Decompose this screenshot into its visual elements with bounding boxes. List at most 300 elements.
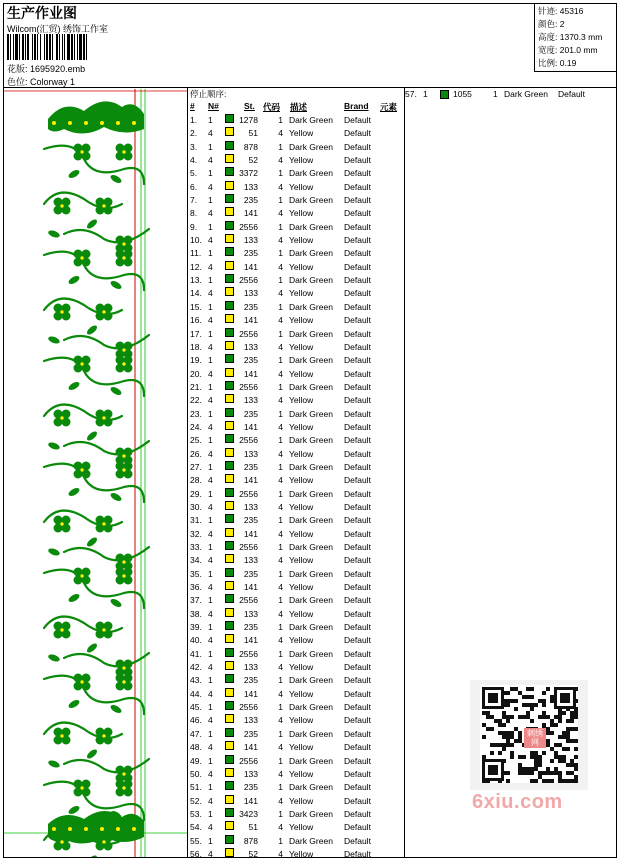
color-swatch bbox=[225, 701, 234, 710]
row-needle: 4 bbox=[208, 528, 213, 539]
table-row bbox=[188, 701, 404, 714]
design-value: 1695920.emb bbox=[30, 64, 86, 74]
row-brand: Default bbox=[344, 688, 371, 699]
row-index: 56. bbox=[190, 848, 202, 859]
row-index: 15. bbox=[190, 301, 202, 312]
row-brand: Default bbox=[344, 742, 371, 753]
table-row bbox=[188, 314, 404, 327]
row-stitches: 235 bbox=[243, 301, 258, 312]
row-stitches: 141 bbox=[243, 208, 258, 219]
header-stitches: St. bbox=[244, 101, 255, 111]
table-row bbox=[188, 448, 404, 461]
row-index: 40. bbox=[190, 635, 202, 646]
row-needle: 4 bbox=[208, 368, 213, 379]
row-description: Yellow bbox=[289, 448, 314, 459]
row-index: 36. bbox=[190, 582, 202, 593]
row-index: 41. bbox=[190, 648, 202, 659]
row-stitches: 2556 bbox=[239, 488, 258, 499]
row-index: 16. bbox=[190, 315, 202, 326]
row-code: 4 bbox=[278, 662, 283, 673]
table-row bbox=[188, 194, 404, 207]
row-description: Yellow bbox=[289, 181, 314, 192]
row-code: 1 bbox=[278, 648, 283, 659]
color-swatch bbox=[225, 207, 234, 216]
row-index: 4. bbox=[190, 155, 198, 166]
row-stitches: 2556 bbox=[239, 435, 258, 446]
row-description: Dark Green bbox=[289, 728, 333, 739]
stat-scale: 比例: 0.19 bbox=[538, 58, 577, 68]
color-swatch bbox=[225, 835, 234, 844]
row-description: Yellow bbox=[289, 742, 314, 753]
row-needle: 1 bbox=[208, 755, 213, 766]
row-stitches: 133 bbox=[243, 715, 258, 726]
row-code: 4 bbox=[278, 848, 283, 859]
color-swatch bbox=[225, 274, 234, 283]
flower-motif bbox=[96, 622, 113, 639]
row-needle: 4 bbox=[208, 742, 213, 753]
row-index: 35. bbox=[190, 568, 202, 579]
row-brand: Default bbox=[344, 555, 371, 566]
row-code: 4 bbox=[278, 688, 283, 699]
vine-motif bbox=[64, 335, 149, 348]
flower-motif bbox=[96, 304, 113, 321]
table-row bbox=[188, 207, 404, 220]
color-swatch bbox=[225, 114, 234, 123]
color-swatch bbox=[225, 594, 234, 603]
row-index: 43. bbox=[190, 675, 202, 686]
color-swatch bbox=[225, 781, 234, 790]
row-index: 21. bbox=[190, 381, 202, 392]
row-stitches: 2556 bbox=[239, 542, 258, 552]
row-description: Yellow bbox=[289, 501, 314, 512]
flower-motif bbox=[116, 780, 133, 797]
row-index: 47. bbox=[190, 728, 202, 739]
row-code: 4 bbox=[278, 582, 283, 593]
row-brand: Default bbox=[344, 128, 371, 139]
row-brand: Default bbox=[344, 328, 371, 339]
row-index: 42. bbox=[190, 662, 202, 673]
table-row bbox=[188, 795, 404, 808]
row-brand: Default bbox=[344, 248, 371, 259]
row-code: 4 bbox=[278, 822, 283, 833]
colorway-value: Colorway 1 bbox=[30, 77, 76, 87]
row-index: 48. bbox=[190, 742, 202, 753]
row-stitches: 133 bbox=[243, 235, 258, 246]
row-stitches: 235 bbox=[243, 355, 258, 366]
row-code: 4 bbox=[278, 475, 283, 486]
row-description: Yellow bbox=[289, 128, 314, 139]
sequence-divider bbox=[404, 87, 405, 858]
leaf-motif bbox=[67, 274, 80, 285]
row-code: 4 bbox=[278, 395, 283, 406]
flower-motif bbox=[54, 410, 71, 427]
row-needle: 4 bbox=[208, 448, 213, 459]
row-needle: 4 bbox=[208, 315, 213, 326]
header-element: 元素 bbox=[380, 102, 398, 112]
stat-colors: 颜色: 2 bbox=[538, 19, 565, 29]
row-stitches: 141 bbox=[243, 368, 258, 379]
row-index: 29. bbox=[190, 488, 202, 499]
flower-motif bbox=[74, 250, 91, 267]
table-row bbox=[188, 608, 404, 621]
row-needle: 1 bbox=[208, 542, 213, 552]
color-swatch bbox=[225, 287, 234, 296]
flower-motif bbox=[54, 198, 71, 215]
row-description: Dark Green bbox=[289, 675, 333, 686]
row-description: Yellow bbox=[289, 208, 314, 219]
row-brand: Default bbox=[344, 848, 371, 859]
table-row bbox=[188, 381, 404, 394]
leaf-motif bbox=[85, 748, 98, 760]
leaf-motif bbox=[67, 804, 80, 815]
row-needle: 4 bbox=[208, 848, 213, 859]
color-swatch bbox=[225, 461, 234, 470]
row-index: 50. bbox=[190, 768, 202, 779]
row-stitches: 2556 bbox=[239, 595, 258, 606]
table-row bbox=[188, 594, 404, 607]
row-index: 17. bbox=[190, 328, 202, 339]
row-index: 3. bbox=[190, 141, 198, 152]
row-brand: Default bbox=[344, 181, 371, 192]
row-stitches: 2556 bbox=[239, 381, 258, 392]
table-row bbox=[188, 554, 404, 567]
row-needle: 1 bbox=[208, 248, 213, 259]
table-row bbox=[188, 541, 404, 554]
row-needle: 4 bbox=[208, 235, 213, 246]
table-row bbox=[188, 728, 404, 741]
row-brand: Default bbox=[344, 515, 371, 526]
row-description: Yellow bbox=[289, 688, 314, 699]
row-code: 1 bbox=[278, 515, 283, 526]
leaf-motif bbox=[85, 218, 98, 230]
row-code: 4 bbox=[278, 235, 283, 246]
color-swatch bbox=[225, 301, 234, 310]
table-row bbox=[188, 408, 404, 421]
row-needle: 1 bbox=[208, 408, 213, 419]
vine-motif bbox=[64, 653, 149, 666]
row-stitches: 235 bbox=[243, 195, 258, 206]
row-brand: Default bbox=[344, 475, 371, 486]
table-row bbox=[188, 421, 404, 434]
row-stitches: 141 bbox=[243, 261, 258, 272]
row-code: 4 bbox=[278, 261, 283, 272]
row-stitches: 3372 bbox=[239, 168, 258, 179]
page-title: 生产作业图 bbox=[7, 5, 77, 21]
row-code: 4 bbox=[278, 128, 283, 139]
table-row bbox=[188, 114, 404, 127]
row-index: 9. bbox=[190, 221, 198, 232]
row-needle: 4 bbox=[208, 555, 213, 566]
flower-motif bbox=[74, 356, 91, 373]
table-row bbox=[188, 274, 404, 287]
row-needle: 4 bbox=[208, 261, 213, 272]
table-row bbox=[188, 488, 404, 501]
color-swatch bbox=[440, 90, 449, 99]
row-needle: 4 bbox=[208, 341, 213, 352]
flower-motif bbox=[116, 144, 133, 161]
color-swatch bbox=[225, 501, 234, 510]
row-needle: 4 bbox=[208, 795, 213, 806]
row-brand: Default bbox=[344, 675, 371, 686]
row-code: 4 bbox=[278, 208, 283, 219]
row-needle: 1 bbox=[208, 648, 213, 659]
row-index: 26. bbox=[190, 448, 202, 459]
color-swatch bbox=[225, 341, 234, 350]
watermark-text: 6xiu.com bbox=[472, 791, 563, 813]
leaf-motif bbox=[109, 173, 122, 184]
row-index: 54. bbox=[190, 822, 202, 833]
row-code: 1 bbox=[278, 782, 283, 793]
row-stitches: 133 bbox=[243, 662, 258, 673]
row-stitches: 141 bbox=[243, 528, 258, 539]
row-description: Dark Green bbox=[289, 648, 333, 659]
row-brand: Default bbox=[344, 835, 371, 846]
flower-motif bbox=[116, 462, 133, 479]
row-index: 53. bbox=[190, 808, 202, 819]
row-brand: Default bbox=[344, 501, 371, 512]
row-index: 7. bbox=[190, 195, 198, 206]
row-code: 1 bbox=[278, 488, 283, 499]
row-stitches: 1278 bbox=[239, 115, 258, 125]
bottom-border-motif bbox=[48, 811, 144, 844]
row-stitches: 51 bbox=[248, 128, 258, 139]
header-divider bbox=[3, 87, 617, 88]
stat-width: 宽度: 201.0 mm bbox=[538, 45, 598, 55]
row-code: 1 bbox=[278, 675, 283, 686]
color-swatch bbox=[225, 821, 234, 830]
color-swatch bbox=[225, 768, 234, 777]
row-brand: Default bbox=[344, 782, 371, 793]
row-index: 20. bbox=[190, 368, 202, 379]
color-swatch bbox=[225, 261, 234, 270]
color-swatch bbox=[225, 394, 234, 403]
row-index: 55. bbox=[190, 835, 202, 846]
row-index: 57. bbox=[405, 89, 417, 99]
table-row bbox=[188, 848, 404, 861]
row-index: 33. bbox=[190, 542, 202, 552]
row-needle: 4 bbox=[208, 288, 213, 299]
flower-motif bbox=[74, 674, 91, 691]
row-code: 1 bbox=[278, 328, 283, 339]
row-stitches: 141 bbox=[243, 742, 258, 753]
row-needle: 4 bbox=[208, 155, 213, 166]
row-needle: 1 bbox=[208, 221, 213, 232]
row-stitches: 141 bbox=[243, 582, 258, 593]
row-stitches: 133 bbox=[243, 395, 258, 406]
row-index: 49. bbox=[190, 755, 202, 766]
row-stitches: 2556 bbox=[239, 755, 258, 766]
color-swatch bbox=[225, 354, 234, 363]
row-code: 1 bbox=[278, 595, 283, 606]
row-needle: 1 bbox=[208, 728, 213, 739]
row-stitches: 52 bbox=[248, 155, 258, 166]
row-code: 1 bbox=[278, 301, 283, 312]
row-brand: Default bbox=[344, 542, 371, 552]
row-stitches: 133 bbox=[243, 768, 258, 779]
leaf-motif bbox=[109, 703, 122, 714]
row-description: Dark Green bbox=[289, 782, 333, 793]
color-swatch bbox=[225, 408, 234, 417]
color-swatch bbox=[225, 314, 234, 323]
row-stitches: 2556 bbox=[239, 648, 258, 659]
row-index: 23. bbox=[190, 408, 202, 419]
row-brand: Default bbox=[344, 728, 371, 739]
row-brand: Default bbox=[344, 381, 371, 392]
table-row bbox=[188, 808, 404, 821]
table-row bbox=[188, 434, 404, 447]
row-brand: Default bbox=[344, 608, 371, 619]
row-stitches: 141 bbox=[243, 475, 258, 486]
table-row bbox=[188, 528, 404, 541]
color-swatch bbox=[225, 514, 234, 523]
flower-motif bbox=[96, 516, 113, 533]
flower-motif bbox=[116, 674, 133, 691]
table-row bbox=[188, 261, 404, 274]
row-description: Dark Green bbox=[289, 435, 333, 446]
row-index: 18. bbox=[190, 341, 202, 352]
row-description: Dark Green bbox=[289, 568, 333, 579]
row-index: 10. bbox=[190, 235, 202, 246]
flower-motif bbox=[54, 304, 71, 321]
row-brand: Default bbox=[344, 235, 371, 246]
leaf-motif bbox=[47, 759, 60, 769]
row-index: 44. bbox=[190, 688, 202, 699]
row-brand: Default bbox=[344, 275, 371, 286]
row-code: 4 bbox=[278, 795, 283, 806]
row-description: Dark Green bbox=[289, 355, 333, 366]
row-description: Yellow bbox=[289, 848, 314, 859]
row-stitches: 878 bbox=[243, 141, 258, 152]
row-description: Yellow bbox=[289, 341, 314, 352]
row-needle: 1 bbox=[208, 622, 213, 633]
row-code: 1 bbox=[278, 622, 283, 633]
table-row bbox=[188, 394, 404, 407]
row-needle: 4 bbox=[208, 181, 213, 192]
row-brand: Default bbox=[344, 368, 371, 379]
flower-motif bbox=[116, 568, 133, 585]
table-row bbox=[188, 568, 404, 581]
row-index: 11. bbox=[190, 248, 202, 259]
row-description: Dark Green bbox=[289, 755, 333, 766]
row-index: 27. bbox=[190, 461, 202, 472]
row-brand: Default bbox=[344, 768, 371, 779]
row-needle: 1 bbox=[208, 301, 213, 312]
row-stitches: 235 bbox=[243, 408, 258, 419]
row-code: 4 bbox=[278, 501, 283, 512]
row-stitches: 3423 bbox=[239, 808, 258, 819]
row-needle: 1 bbox=[208, 435, 213, 446]
leaf-motif bbox=[85, 324, 98, 336]
row-code: 4 bbox=[278, 368, 283, 379]
row-brand: Default bbox=[344, 315, 371, 326]
row-description: Dark Green bbox=[289, 542, 333, 552]
color-swatch bbox=[225, 421, 234, 430]
row-code: 1 bbox=[278, 808, 283, 819]
color-swatch bbox=[225, 154, 234, 163]
table-row bbox=[188, 674, 404, 687]
row-code: 4 bbox=[278, 155, 283, 166]
table-row bbox=[188, 768, 404, 781]
leaf-motif bbox=[109, 597, 122, 608]
row-stitches: 141 bbox=[243, 688, 258, 699]
row-code: 4 bbox=[278, 181, 283, 192]
color-swatch bbox=[225, 728, 234, 737]
row-needle: 1 bbox=[208, 461, 213, 472]
row-brand: Default bbox=[344, 195, 371, 206]
row-needle: 4 bbox=[208, 688, 213, 699]
row-brand: Default bbox=[344, 635, 371, 646]
leaf-motif bbox=[47, 653, 60, 663]
row-description: Yellow bbox=[289, 822, 314, 833]
design-file-line bbox=[7, 62, 85, 75]
row-stitches: 133 bbox=[243, 608, 258, 619]
leaf-motif bbox=[85, 536, 98, 548]
color-swatch bbox=[225, 221, 234, 230]
table-row bbox=[188, 688, 404, 701]
row-index: 52. bbox=[190, 795, 202, 806]
flower-motif bbox=[74, 144, 91, 161]
header-brand: Brand bbox=[344, 101, 369, 111]
flower-motif bbox=[54, 728, 71, 745]
row-description: Yellow bbox=[289, 475, 314, 486]
row-code: 4 bbox=[278, 528, 283, 539]
row-brand: Default bbox=[344, 595, 371, 606]
color-swatch bbox=[225, 141, 234, 150]
row-needle: 1 bbox=[208, 115, 213, 125]
row-code: 1 bbox=[278, 835, 283, 846]
row-description: Dark Green bbox=[289, 115, 333, 125]
barcode bbox=[7, 34, 115, 60]
row-brand: Default bbox=[344, 301, 371, 312]
row-brand: Default bbox=[344, 115, 371, 125]
row-brand: Default bbox=[344, 795, 371, 806]
row-stitches: 141 bbox=[243, 421, 258, 432]
row-index: 45. bbox=[190, 702, 202, 713]
color-swatch bbox=[225, 194, 234, 203]
row-index: 14. bbox=[190, 288, 202, 299]
flower-motif bbox=[96, 198, 113, 215]
table-row bbox=[188, 181, 404, 194]
row-code: 1 bbox=[278, 755, 283, 766]
stop-sequence-list bbox=[188, 114, 404, 861]
row-description: Dark Green bbox=[289, 808, 333, 819]
row-brand: Default bbox=[344, 288, 371, 299]
color-swatch bbox=[225, 247, 234, 256]
row-needle: 1 bbox=[208, 568, 213, 579]
table-row bbox=[188, 781, 404, 794]
row-needle: 1 bbox=[208, 782, 213, 793]
row-code: 4 bbox=[278, 608, 283, 619]
row-code: 1 bbox=[278, 168, 283, 179]
row-description: Yellow bbox=[289, 795, 314, 806]
row-brand: Default bbox=[344, 822, 371, 833]
table-row bbox=[188, 755, 404, 768]
row-description: Yellow bbox=[289, 768, 314, 779]
row-description: Yellow bbox=[289, 528, 314, 539]
row-stitches: 235 bbox=[243, 515, 258, 526]
row-brand: Default bbox=[344, 341, 371, 352]
color-swatch bbox=[225, 434, 234, 443]
row-index: 2. bbox=[190, 128, 198, 139]
color-swatch bbox=[225, 474, 234, 483]
row-needle: 1 bbox=[208, 381, 213, 392]
row-brand: Default bbox=[344, 155, 371, 166]
row-needle: 4 bbox=[208, 208, 213, 219]
row-stitches: 2556 bbox=[239, 702, 258, 713]
row-description: Dark Green bbox=[289, 595, 333, 606]
color-swatch bbox=[225, 648, 234, 657]
table-row bbox=[188, 301, 404, 314]
